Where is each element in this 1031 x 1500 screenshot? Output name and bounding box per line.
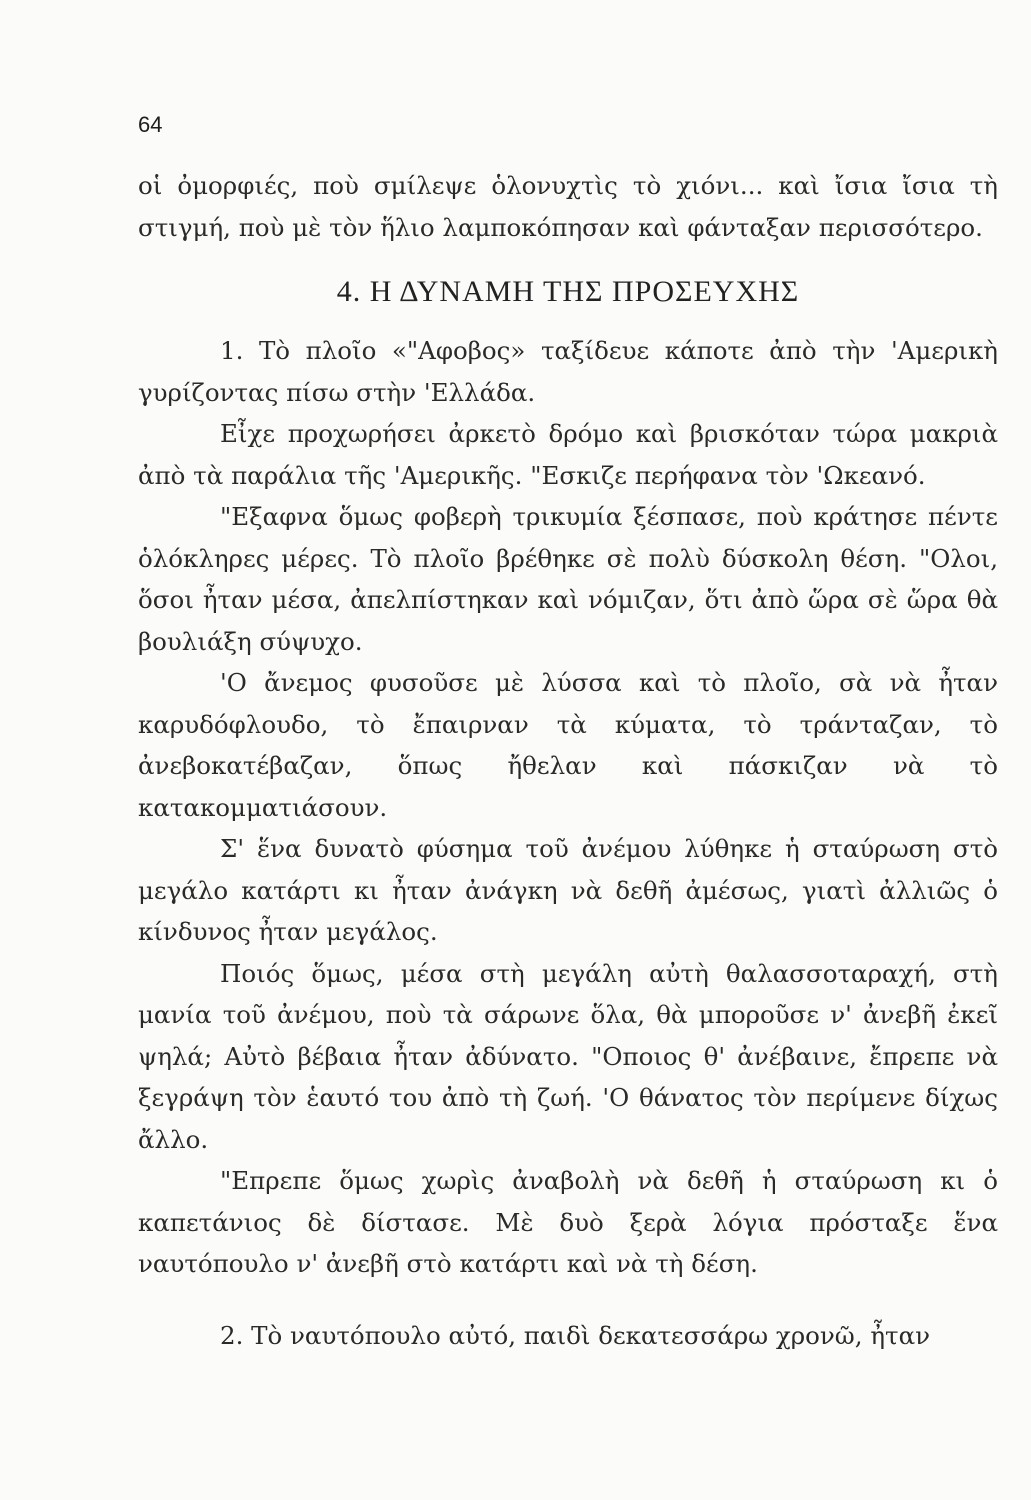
page-number: 64 (138, 112, 163, 137)
paragraph-4: 'Ο ἄνεμος φυσοῦσε μὲ λύσσα καὶ τὸ πλοῖο, σὰ νὰ ἦταν καρυδόφλουδο, τὸ ἔπαιρναν τὰ κύματα, τὸ τράνταζαν, τὸ ἀνεβοκατέβαζαν, ὅπως ἤθελαν καὶ πάσκιζαν νὰ τὸ κατακομματιάσουν. (138, 668, 998, 822)
intro-paragraph: οἱ ὀμορφιές, ποὺ σμίλεψε ὁλονυχτὶς τὸ χιόνι... καὶ ἴσια ἴσια τὴ στιγμή, ποὺ μὲ τὸν ἥλιο λαμποκόπησαν καὶ φάνταξαν περισσότερο. (138, 171, 998, 242)
paragraph-section-2: 2. Τὸ ναυτόπουλο αὐτό, παιδὶ δεκατεσσάρω χρονῶ, ἦταν (220, 1320, 931, 1350)
paragraph-6: Ποιός ὅμως, μέσα στὴ μεγάλη αὐτὴ θαλασσοταραχή, στὴ μανία τοῦ ἀνέμου, ποὺ τὰ σάρωνε ὅλα, θὰ μποροῦσε ν' ἀνεβῆ ἐκεῖ ψηλά; Αὐτὸ βέβαια ἦταν ἀδύνατο. "Οποιος θ' ἀνέβαινε, ἔπρεπε νὰ ξεγράψη τὸν ἑαυτό του ἀπὸ τὴ ζωή. 'Ο θάνατος τὸν περίμενε δίχως ἄλλο. (138, 958, 998, 1154)
paragraph-3: "Εξαφνα ὅμως φοβερὴ τρικυμία ξέσπασε, ποὺ κράτησε πέντε ὁλόκληρες μέρες. Τὸ πλοῖο βρέθηκε σὲ πολὺ δύσκολη θέση. "Ολοι, ὅσοι ἦταν μέσα, ἀπελπίστηκαν καὶ νόμιζαν, ὅτι ἀπὸ ὥρα σὲ ὥρα θὰ βουλιάξη σύψυχο. (138, 502, 998, 656)
paragraph-1: 1. Τὸ πλοῖο «"Αφοβος» ταξίδευε κάποτε ἀπὸ τὴν 'Αμερικὴ γυρίζοντας πίσω στὴν 'Ελλάδα. (138, 336, 998, 407)
paragraph-2: Εἶχε προχωρήσει ἀρκετὸ δρόμο καὶ βρισκόταν τώρα μακριὰ ἀπὸ τὰ παράλια τῆς 'Αμερικῆς. "Εσκιζε περήφανα τὸν 'Ωκεανό. (138, 419, 998, 490)
section-heading: 4. Η ΔΥΝΑΜΗ ΤΗΣ ΠΡΟΣΕΥΧΗΣ (336, 275, 800, 308)
page-body (138, 165, 998, 1356)
paragraph-5: Σ' ἕνα δυνατὸ φύσημα τοῦ ἀνέμου λύθηκε ἡ σταύρωση στὸ μεγάλο κατάρτι κι ἦταν ἀνάγκη νὰ δεθῆ ἀμέσως, γιατὶ ἀλλιῶς ὁ κίνδυνος ἦταν μεγάλος. (138, 834, 998, 946)
paragraph-7: "Επρεπε ὅμως χωρὶς ἀναβολὴ νὰ δεθῆ ἡ σταύρωση κι ὁ καπετάνιος δὲ δίστασε. Μὲ δυὸ ξερὰ λόγια πρόσταξε ἕνα ναυτόπουλο ν' ἀνεβῆ στὸ κατάρτι καὶ νὰ τὴ δέση. (138, 1166, 998, 1278)
